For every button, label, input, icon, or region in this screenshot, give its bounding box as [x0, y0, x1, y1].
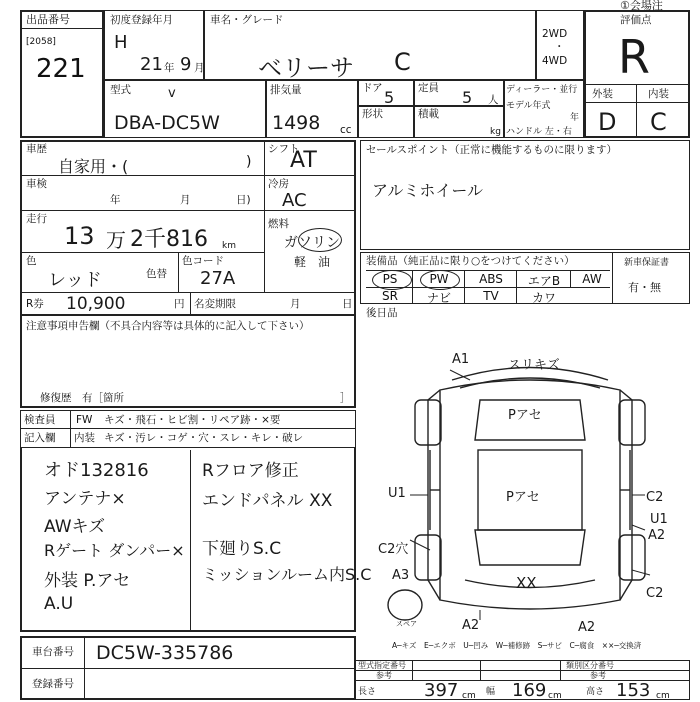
name-change-label: 名変期限: [194, 298, 236, 310]
diagram-label-a2-bottom-r: A2: [578, 620, 596, 635]
name-change-day: 日: [342, 298, 353, 310]
mileage-rest: 2千816: [130, 227, 208, 252]
width-value: 169: [512, 680, 547, 701]
note-left-4: Rゲート ダンパー×: [44, 541, 185, 560]
width-label: 幅: [486, 687, 496, 697]
color-code: 27A: [200, 268, 236, 289]
equip-aw: AW: [582, 272, 602, 286]
note-right-2: エンドパネル XX: [202, 491, 333, 511]
note-right-3: 下廻りS.C: [202, 539, 282, 559]
score-label: 評価点: [620, 14, 652, 26]
interior-grade: C: [650, 108, 667, 136]
warranty-value: 有・無: [628, 281, 661, 294]
kg-unit: kg: [490, 127, 501, 137]
inspection-label: 車検: [26, 178, 47, 190]
cc-unit: cc: [340, 124, 352, 136]
capacity-unit: 人: [488, 94, 499, 106]
ac-value: AC: [282, 190, 307, 211]
equip-abs: ABS: [479, 272, 503, 286]
dealer-label: ディーラー・並行: [506, 85, 578, 95]
fuel-label: 燃料: [268, 218, 289, 230]
lot-sub: [2058]: [26, 37, 56, 47]
inspection-year: 年: [110, 194, 121, 206]
mileage-man-unit: 万: [106, 228, 126, 252]
score-value: R: [618, 30, 650, 84]
model-year-label: モデル年式: [506, 101, 551, 111]
first-reg-label: 初度登録年月: [110, 14, 173, 26]
registration-number-label: 登録番号: [32, 678, 74, 690]
designation-label: 型式指定番号: [358, 661, 406, 670]
model-year-unit: 年: [570, 113, 580, 123]
diagram-label-xx: XX: [516, 574, 537, 592]
inspector-label: 検査員: [24, 414, 56, 426]
chassis-label: 車台番号: [32, 646, 74, 658]
recycle-value: 10,900: [66, 294, 126, 314]
diagram-label-spare: スペア: [396, 620, 417, 628]
model-value: DBA-DC5W: [114, 112, 220, 134]
equip-sr: SR: [382, 289, 398, 303]
after-label: 後日品: [366, 307, 398, 319]
diagram-label-u1-r: U1: [650, 512, 668, 527]
equip-navi: ナビ: [426, 291, 451, 305]
ac-label: 冷房: [268, 178, 289, 190]
height-value: 153: [616, 680, 651, 701]
capacity-value: 5: [462, 88, 473, 107]
repair-label: 修復歴 有［箇所: [40, 392, 124, 404]
era: H: [114, 32, 128, 53]
inspection-month: 月: [180, 194, 191, 206]
exterior-grade: D: [598, 108, 617, 136]
reg-month-unit: 月: [194, 62, 205, 74]
grade: C: [394, 48, 411, 76]
handle-label: ハンドル 左・右: [506, 127, 572, 137]
ref1-label: 参考: [376, 671, 392, 680]
note-left-2: アンテナ×: [44, 489, 126, 509]
interior-label: 内装: [648, 88, 669, 100]
diagram-label-a1: A1: [452, 352, 470, 367]
equipment-label: 装備品（純正品に限り○をつけてください）: [366, 255, 575, 267]
yen-unit: 円: [174, 298, 185, 310]
warranty-label: 新車保証書: [624, 258, 670, 268]
equip-pw-circle: [420, 270, 460, 290]
diagram-label-roof1: Pアセ: [508, 408, 542, 423]
length-cm: cm: [462, 691, 476, 701]
class-label: 類別区分番号: [566, 661, 614, 670]
fuel-gas: ガソリン: [284, 235, 340, 251]
drive-2wd: 2WD: [542, 28, 568, 40]
displacement-value: 1498: [272, 112, 321, 134]
car-name-label: 車名・グレード: [210, 14, 284, 26]
capacity-label: 定員: [418, 82, 439, 94]
inspection-day: 日): [236, 194, 251, 206]
note-left-6: A.U: [44, 594, 74, 614]
fuel-circle: [298, 228, 342, 252]
diagram-label-top: スリキズ: [508, 358, 560, 373]
displacement-label: 排気量: [270, 84, 302, 96]
note-left-5: 外装 P.アセ: [44, 571, 131, 591]
doors-label: ドア: [362, 82, 383, 94]
diagram-label-c2-r1: C2: [646, 490, 664, 505]
fw-items: キズ・飛石・ヒビ割・リペア跡・×要: [104, 414, 281, 426]
sales-point-label: セールスポイント（正常に機能するものに限ります）: [366, 144, 618, 156]
doors-value: 5: [384, 88, 395, 107]
note-right-4: ミッションルーム内S.C: [202, 565, 372, 584]
shift-value: AT: [290, 148, 317, 173]
exterior-label: 外装: [592, 88, 613, 100]
ref2-label: 参考: [590, 671, 606, 680]
model-mark: v: [168, 86, 176, 101]
km-unit: km: [222, 241, 236, 251]
width-cm: cm: [548, 691, 562, 701]
color-code-label: 色コード: [182, 255, 224, 267]
equip-airbag: エアB: [527, 274, 561, 288]
equip-tv: TV: [483, 289, 499, 303]
diagram-legend: A─キズ E─エクボ U─凹み W─補修跡 S─サビ C─腐食 ××─交換済: [392, 641, 642, 650]
diagram-label-a3: A3: [392, 568, 410, 583]
top-right-note: ①会場注: [620, 0, 663, 12]
recycle-label: R券: [26, 298, 44, 310]
repair-close: ］: [340, 392, 351, 404]
sales-point-value: アルミホイール: [372, 181, 484, 200]
mileage-man: 13: [64, 222, 95, 250]
diagram-label-a2-bottom: A2: [462, 618, 480, 633]
note-right-1: Rフロア修正: [202, 461, 299, 481]
usage-value: 自家用・(: [58, 157, 129, 176]
note-left-1: オド132816: [44, 460, 149, 481]
interior-items-label: 内装: [74, 432, 95, 444]
fw-label: FW: [76, 414, 93, 426]
caution-label: 注意事項申告欄（不具合内容等は具体的に記入して下さい）: [26, 320, 310, 332]
car-name: ベリーサ: [258, 54, 354, 82]
equip-ps-circle: [372, 270, 412, 290]
length-value: 397: [424, 680, 459, 701]
reg-year: 21: [140, 54, 163, 75]
diagram-label-c2-left: C2穴: [378, 542, 409, 557]
drive-4wd: 4WD: [542, 55, 568, 67]
color-no-label: 色替: [146, 268, 167, 280]
note-left-3: AWキズ: [44, 517, 106, 537]
reg-month: 9: [180, 54, 192, 75]
model-label: 型式: [110, 84, 131, 96]
mileage-label: 走行: [26, 213, 47, 225]
drive-dot-1: ・: [554, 41, 565, 53]
equip-pw: PW: [429, 272, 449, 286]
diagram-label-roof2: Pアセ: [506, 490, 540, 505]
entry-label: 記入欄: [24, 432, 56, 444]
shape-label: 形状: [362, 108, 383, 120]
diagram-label-a2-r: A2: [648, 528, 666, 543]
reg-year-unit: 年: [164, 62, 175, 74]
diagram-label-c2-r2: C2: [646, 586, 664, 601]
fuel-light: 軽 油: [294, 255, 331, 269]
equip-leather: カワ: [531, 291, 556, 305]
equip-aw-circle: [384, 296, 406, 298]
load-label: 積載: [418, 108, 439, 120]
color-label: 色: [26, 255, 37, 267]
interior-items: キズ・汚レ・コゲ・穴・スレ・キレ・破レ: [104, 432, 304, 444]
equip-ps: PS: [382, 272, 398, 286]
height-cm: cm: [656, 691, 670, 701]
color-value: レッド: [48, 270, 102, 291]
usage-label: 車歴: [26, 143, 47, 155]
height-label: 高さ: [586, 687, 605, 697]
chassis-value: DC5W-335786: [96, 642, 234, 664]
lot-label: 出品番号: [26, 13, 70, 26]
usage-close: ): [246, 154, 252, 170]
name-change-month: 月: [290, 298, 301, 310]
lot-number: 221: [36, 54, 86, 84]
shift-label: シフト: [268, 143, 300, 155]
length-label: 長さ: [358, 687, 377, 697]
diagram-label-u1: U1: [388, 486, 406, 501]
